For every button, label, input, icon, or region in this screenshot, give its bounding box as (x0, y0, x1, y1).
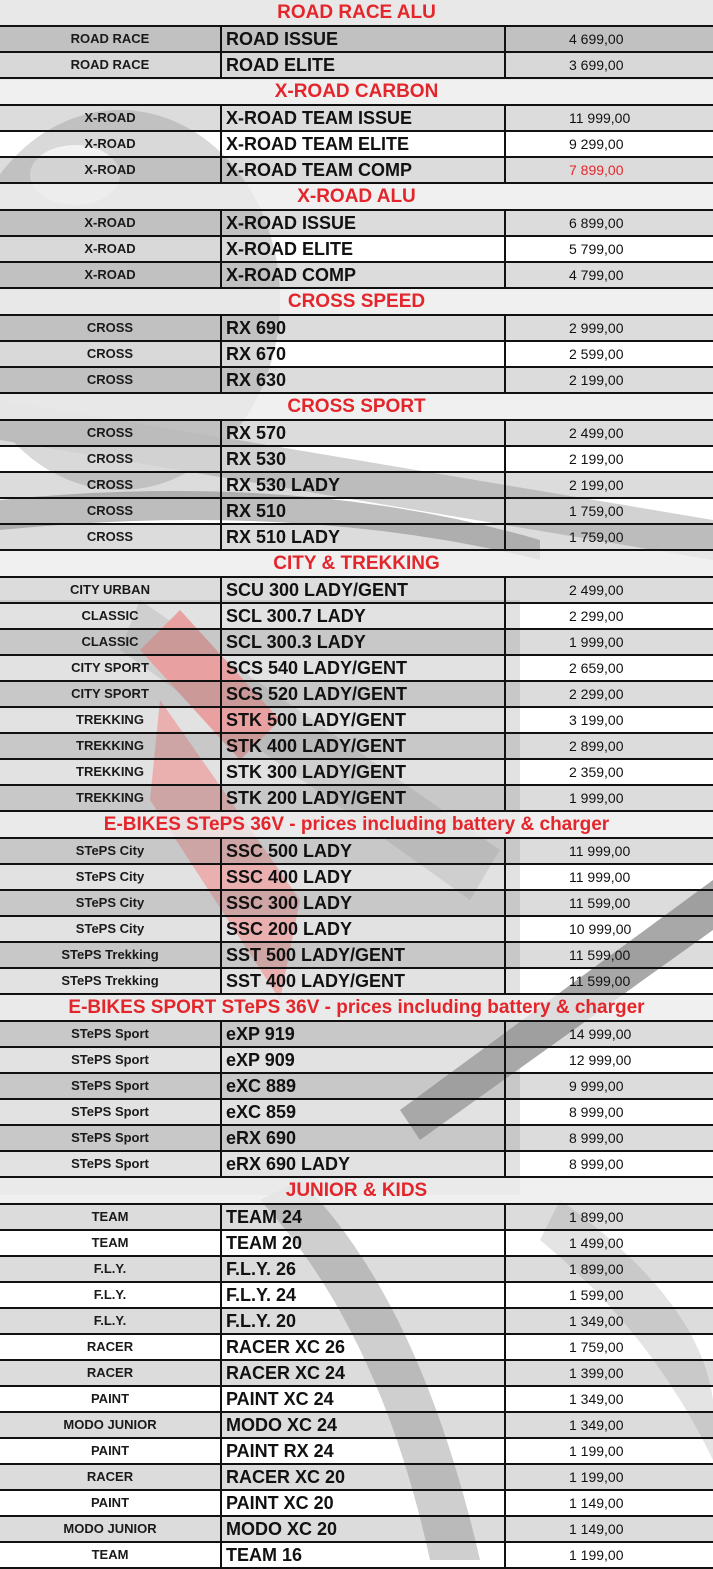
table-row (0, 891, 713, 917)
category-cell: STePS Sport (0, 1074, 222, 1098)
price-cell: 1 349,00 (569, 1313, 624, 1329)
category-cell: CITY SPORT (0, 656, 222, 680)
price-cell: 1 759,00 (569, 1339, 624, 1355)
model-cell: ROAD ISSUE (222, 27, 506, 51)
model-cell: SSC 200 LADY (222, 917, 506, 941)
category-cell: STePS Sport (0, 1126, 222, 1150)
category-cell: RACER (0, 1465, 222, 1489)
category-cell: CLASSIC (0, 630, 222, 654)
model-cell: PAINT XC 20 (222, 1491, 506, 1515)
model-cell: STK 400 LADY/GENT (222, 734, 506, 758)
price-cell: 1 149,00 (569, 1521, 624, 1537)
price-cell: 2 499,00 (569, 425, 624, 441)
price-cell: 6 899,00 (569, 215, 624, 231)
table-row (0, 447, 713, 473)
category-cell: CROSS (0, 447, 222, 471)
price-cell: 4 799,00 (569, 267, 624, 283)
category-cell: CROSS (0, 421, 222, 445)
category-cell: TEAM (0, 1231, 222, 1255)
table-row (0, 708, 713, 734)
price-cell: 11 599,00 (569, 973, 631, 989)
category-cell: STePS Trekking (0, 943, 222, 967)
model-cell: F.L.Y. 20 (222, 1309, 506, 1333)
section-header: CROSS SPORT (0, 394, 713, 421)
price-cell: 9 999,00 (569, 1078, 624, 1094)
category-cell: STePS Sport (0, 1100, 222, 1124)
table-row (0, 682, 713, 708)
model-cell: RACER XC 20 (222, 1465, 506, 1489)
model-cell: eXP 909 (222, 1048, 506, 1072)
category-cell: X-ROAD (0, 106, 222, 130)
model-cell: eXC 889 (222, 1074, 506, 1098)
price-cell: 1 999,00 (569, 790, 624, 806)
price-cell: 7 899,00 (569, 162, 624, 178)
table-row (0, 1387, 713, 1413)
category-cell: X-ROAD (0, 211, 222, 235)
category-cell: F.L.Y. (0, 1309, 222, 1333)
price-cell: 9 299,00 (569, 136, 624, 152)
model-cell: eRX 690 LADY (222, 1152, 506, 1176)
price-cell: 2 899,00 (569, 738, 624, 754)
table-row (0, 1048, 713, 1074)
model-cell: SST 500 LADY/GENT (222, 943, 506, 967)
table-row (0, 1074, 713, 1100)
category-cell: PAINT (0, 1491, 222, 1515)
price-cell: 2 199,00 (569, 451, 624, 467)
table-row (0, 786, 713, 812)
table-row (0, 1413, 713, 1439)
table-row (0, 158, 713, 184)
price-cell: 1 149,00 (569, 1495, 624, 1511)
price-cell: 11 999,00 (569, 843, 631, 859)
price-cell: 1 349,00 (569, 1417, 624, 1433)
model-cell: SST 400 LADY/GENT (222, 969, 506, 993)
price-cell: 2 659,00 (569, 660, 624, 676)
table-row (0, 316, 713, 342)
table-row (0, 1543, 713, 1569)
model-cell: eXP 919 (222, 1022, 506, 1046)
price-cell: 1 759,00 (569, 529, 624, 545)
category-cell: MODO JUNIOR (0, 1517, 222, 1541)
model-cell: RX 510 LADY (222, 525, 506, 549)
table-row (0, 237, 713, 263)
price-cell: 1 349,00 (569, 1391, 624, 1407)
price-cell: 2 999,00 (569, 320, 624, 336)
price-cell: 8 999,00 (569, 1104, 624, 1120)
category-cell: STePS Sport (0, 1152, 222, 1176)
section-header: X-ROAD ALU (0, 184, 713, 211)
model-cell: X-ROAD TEAM ELITE (222, 132, 506, 156)
table-row (0, 368, 713, 394)
table-row (0, 1257, 713, 1283)
price-cell: 1 399,00 (569, 1365, 624, 1381)
category-cell: TREKKING (0, 734, 222, 758)
table-row (0, 1491, 713, 1517)
price-cell: 1 199,00 (569, 1547, 624, 1563)
model-cell: SSC 400 LADY (222, 865, 506, 889)
price-cell: 2 299,00 (569, 608, 624, 624)
price-cell: 1 199,00 (569, 1443, 624, 1459)
table-row (0, 578, 713, 604)
model-cell: SCL 300.7 LADY (222, 604, 506, 628)
table-row (0, 1152, 713, 1178)
table-row (0, 525, 713, 551)
table-row (0, 1205, 713, 1231)
model-cell: TEAM 24 (222, 1205, 506, 1229)
price-cell: 11 999,00 (569, 110, 631, 126)
model-cell: RX 630 (222, 368, 506, 392)
table-row (0, 1022, 713, 1048)
category-cell: MODO JUNIOR (0, 1413, 222, 1437)
table-row (0, 1361, 713, 1387)
table-row (0, 1126, 713, 1152)
model-cell: F.L.Y. 24 (222, 1283, 506, 1307)
category-cell: X-ROAD (0, 158, 222, 182)
model-cell: X-ROAD TEAM ISSUE (222, 106, 506, 130)
model-cell: MODO XC 20 (222, 1517, 506, 1541)
table-row (0, 917, 713, 943)
model-cell: SSC 500 LADY (222, 839, 506, 863)
table-row (0, 1231, 713, 1257)
price-cell: 1 199,00 (569, 1469, 624, 1485)
price-cell: 1 899,00 (569, 1209, 624, 1225)
section-header: ROAD RACE ALU (0, 0, 713, 27)
category-cell: CITY SPORT (0, 682, 222, 706)
model-cell: PAINT RX 24 (222, 1439, 506, 1463)
table-row (0, 263, 713, 289)
category-cell: STePS City (0, 865, 222, 889)
model-cell: X-ROAD ISSUE (222, 211, 506, 235)
price-cell: 2 299,00 (569, 686, 624, 702)
model-cell: SCS 520 LADY/GENT (222, 682, 506, 706)
table-row (0, 1283, 713, 1309)
model-cell: ROAD ELITE (222, 53, 506, 77)
category-cell: TREKKING (0, 760, 222, 784)
table-row (0, 27, 713, 53)
table-row (0, 734, 713, 760)
table-row (0, 1439, 713, 1465)
category-cell: STePS Trekking (0, 969, 222, 993)
table-row (0, 1335, 713, 1361)
model-cell: eRX 690 (222, 1126, 506, 1150)
table-row (0, 760, 713, 786)
model-cell: RX 570 (222, 421, 506, 445)
model-cell: X-ROAD TEAM COMP (222, 158, 506, 182)
table-row (0, 943, 713, 969)
section-header: CROSS SPEED (0, 289, 713, 316)
category-cell: CROSS (0, 499, 222, 523)
table-row (0, 656, 713, 682)
category-cell: TREKKING (0, 786, 222, 810)
model-cell: TEAM 16 (222, 1543, 506, 1567)
price-cell: 11 599,00 (569, 947, 631, 963)
price-cell: 5 799,00 (569, 241, 624, 257)
table-row (0, 1465, 713, 1491)
category-cell: STePS City (0, 891, 222, 915)
price-cell: 3 199,00 (569, 712, 624, 728)
price-cell: 1 999,00 (569, 634, 624, 650)
category-cell: RACER (0, 1361, 222, 1385)
table-row (0, 839, 713, 865)
category-cell: STePS Sport (0, 1022, 222, 1046)
model-cell: RACER XC 24 (222, 1361, 506, 1385)
category-cell: X-ROAD (0, 237, 222, 261)
section-header: E-BIKES SPORT STePS 36V - prices including battery & charger (0, 995, 713, 1022)
category-cell: F.L.Y. (0, 1283, 222, 1307)
table-row (0, 1517, 713, 1543)
category-cell: CROSS (0, 368, 222, 392)
price-cell: 1 759,00 (569, 503, 624, 519)
table-row (0, 421, 713, 447)
price-cell: 2 199,00 (569, 477, 624, 493)
category-cell: TEAM (0, 1543, 222, 1567)
category-cell: X-ROAD (0, 263, 222, 287)
model-cell: X-ROAD COMP (222, 263, 506, 287)
price-cell: 2 599,00 (569, 346, 624, 362)
table-row (0, 106, 713, 132)
model-cell: SCS 540 LADY/GENT (222, 656, 506, 680)
model-cell: STK 300 LADY/GENT (222, 760, 506, 784)
table-row (0, 211, 713, 237)
category-cell: PAINT (0, 1439, 222, 1463)
model-cell: SSC 300 LADY (222, 891, 506, 915)
model-cell: RX 690 (222, 316, 506, 340)
category-cell: STePS Sport (0, 1048, 222, 1072)
section-header: JUNIOR & KIDS (0, 1178, 713, 1205)
model-cell: RX 530 (222, 447, 506, 471)
model-cell: X-ROAD ELITE (222, 237, 506, 261)
model-cell: TEAM 20 (222, 1231, 506, 1255)
category-cell: STePS City (0, 917, 222, 941)
model-cell: SCU 300 LADY/GENT (222, 578, 506, 602)
category-cell: CITY URBAN (0, 578, 222, 602)
price-cell: 1 599,00 (569, 1287, 624, 1303)
category-cell: ROAD RACE (0, 27, 222, 51)
section-header: X-ROAD CARBON (0, 79, 713, 106)
price-cell: 2 359,00 (569, 764, 624, 780)
price-cell: 1 899,00 (569, 1261, 624, 1277)
price-cell: 10 999,00 (569, 921, 632, 937)
table-row (0, 604, 713, 630)
model-cell: RX 530 LADY (222, 473, 506, 497)
model-cell: SCL 300.3 LADY (222, 630, 506, 654)
model-cell: STK 500 LADY/GENT (222, 708, 506, 732)
price-cell: 3 699,00 (569, 57, 624, 73)
model-cell: F.L.Y. 26 (222, 1257, 506, 1281)
section-header: E-BIKES STePS 36V - prices including battery & charger (0, 812, 713, 839)
category-cell: F.L.Y. (0, 1257, 222, 1281)
category-cell: PAINT (0, 1387, 222, 1411)
category-cell: TREKKING (0, 708, 222, 732)
table-row (0, 1309, 713, 1335)
price-cell: 1 499,00 (569, 1235, 624, 1251)
category-cell: CROSS (0, 525, 222, 549)
table-row (0, 969, 713, 995)
model-cell: RX 510 (222, 499, 506, 523)
price-cell: 8 999,00 (569, 1156, 624, 1172)
price-cell: 12 999,00 (569, 1052, 632, 1068)
table-row (0, 132, 713, 158)
price-cell: 11 999,00 (569, 869, 631, 885)
price-cell: 2 199,00 (569, 372, 624, 388)
price-cell: 8 999,00 (569, 1130, 624, 1146)
section-header: CITY & TREKKING (0, 551, 713, 578)
table-row (0, 499, 713, 525)
price-cell: 2 499,00 (569, 582, 624, 598)
category-cell: CLASSIC (0, 604, 222, 628)
price-cell: 4 699,00 (569, 31, 624, 47)
model-cell: MODO XC 24 (222, 1413, 506, 1437)
category-cell: TEAM (0, 1205, 222, 1229)
table-row (0, 865, 713, 891)
category-cell: RACER (0, 1335, 222, 1359)
category-cell: CROSS (0, 342, 222, 366)
model-cell: eXC 859 (222, 1100, 506, 1124)
table-row (0, 630, 713, 656)
category-cell: CROSS (0, 473, 222, 497)
model-cell: RACER XC 26 (222, 1335, 506, 1359)
table-row (0, 342, 713, 368)
price-cell: 11 599,00 (569, 895, 631, 911)
category-cell: X-ROAD (0, 132, 222, 156)
table-row (0, 1100, 713, 1126)
model-cell: PAINT XC 24 (222, 1387, 506, 1411)
model-cell: STK 200 LADY/GENT (222, 786, 506, 810)
category-cell: ROAD RACE (0, 53, 222, 77)
model-cell: RX 670 (222, 342, 506, 366)
category-cell: STePS City (0, 839, 222, 863)
table-row (0, 473, 713, 499)
table-row (0, 53, 713, 79)
price-cell: 14 999,00 (569, 1026, 632, 1042)
category-cell: CROSS (0, 316, 222, 340)
